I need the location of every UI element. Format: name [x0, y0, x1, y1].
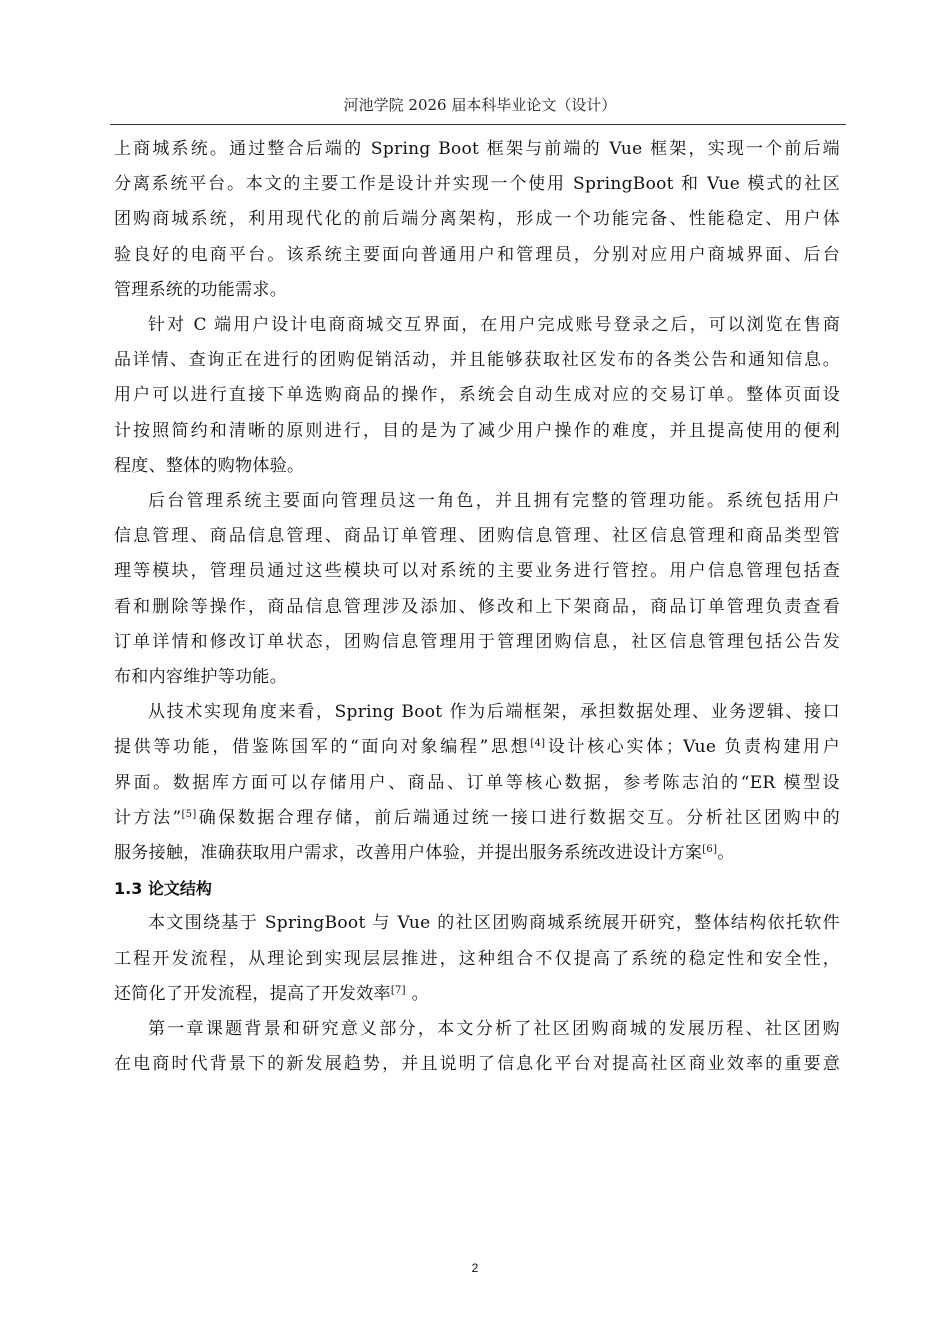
- text-span: 计方法”: [114, 807, 182, 828]
- text-line: 信息管理、商品信息管理、商品订单管理、团购信息管理、社区信息管理和商品类型管: [114, 526, 840, 547]
- text-line: 上商城系统。通过整合后端的 Spring Boot 框架与前端的 Vue 框架，实现一个前后端: [114, 139, 840, 159]
- header-divider: [110, 124, 846, 125]
- text-line: 分离系统平台。本文的主要工作是设计并实现一个使用 SpringBoot 和 Vue 模式的社区: [114, 174, 840, 195]
- text-line: [114, 730, 840, 765]
- page-number: 2: [471, 1261, 479, 1275]
- text-line: 计按照简约和清晰的原则进行，目的是为了减少用户操作的难度，并且提高使用的便利: [114, 420, 840, 441]
- text-span: 。: [405, 983, 429, 1004]
- text-line: 布和内容维护等功能。: [114, 667, 287, 688]
- text-line: 订单详情和修改订单状态，团购信息管理用于管理团购信息，社区信息管理包括公告发: [114, 631, 840, 652]
- text-line: 本文围绕基于 SpringBoot 与 Vue 的社区团购商城系统展开研究，整体结构依托软件: [148, 913, 840, 934]
- text-line: [114, 801, 840, 836]
- text-span: 提供等功能，借鉴陈国军的“面向对象编程”思想: [114, 737, 531, 758]
- citation-ref: [6]: [702, 844, 718, 856]
- text-line: 团购商城系统，利用现代化的前后端分离架构，形成一个功能完备、性能稳定、用户体: [114, 209, 840, 230]
- text-span: 还简化了开发流程，提高了开发效率: [114, 983, 391, 1004]
- text-line: 管理系统的功能需求。: [114, 279, 287, 300]
- text-line: 后台管理系统主要面向管理员这一角色，并且拥有完整的管理功能。系统包括用户: [148, 491, 840, 512]
- text-line: 理等模块，管理员通过这些模块可以对系统的主要业务进行管控。用户信息管理包括查: [114, 561, 840, 582]
- text-line: 界面。数据库方面可以存储用户、商品、订单等核心数据，参考陈志泊的“ER 模型设: [114, 772, 840, 793]
- text-line: 品详情、查询正在进行的团购促销活动，并且能够获取社区发布的各类公告和通知信息。: [114, 350, 840, 371]
- citation-ref: [5]: [181, 808, 197, 820]
- document-body: [114, 132, 840, 1082]
- section-heading: 1.3 论文结构: [114, 879, 212, 899]
- text-line: 第一章课题背景和研究意义部分，本文分析了社区团购商城的发展历程、社区团购: [148, 1019, 840, 1040]
- text-span: 服务接触，准确获取用户需求，改善用户体验，并提出服务系统改进设计方案: [114, 843, 703, 864]
- text-span: 。: [717, 843, 735, 864]
- text-span: 设计核心实体；Vue 负责构建用户: [545, 737, 841, 758]
- text-line: [114, 977, 840, 1012]
- text-line: 针对 C 端用户设计电商商城交互界面，在用户完成账号登录之后，可以浏览在售商: [148, 315, 840, 336]
- text-line: 验良好的电商平台。该系统主要面向普通用户和管理员，分别对应用户商城界面、后台: [114, 244, 840, 265]
- text-line: 看和删除等操作，商品信息管理涉及添加、修改和上下架商品，商品订单管理负责查看: [114, 596, 840, 617]
- citation-ref: [7]: [390, 984, 406, 996]
- text-line: 用户可以进行直接下单选购商品的操作，系统会自动生成对应的交易订单。整体页面设: [114, 385, 840, 406]
- citation-ref: [4]: [530, 738, 546, 750]
- text-span: 确保数据合理存储，前后端通过统一接口进行数据交互。分析社区团购中的: [196, 807, 840, 828]
- page-header: 河池学院 2026 届本科毕业论文（设计）: [343, 96, 617, 114]
- text-line: 工程开发流程，从理论到实现层层推进，这种组合不仅提高了系统的稳定性和安全性，: [114, 948, 840, 969]
- text-line: 在电商时代背景下的新发展趋势，并且说明了信息化平台对提高社区商业效率的重要意: [114, 1054, 840, 1075]
- text-line: [114, 836, 840, 871]
- text-line: 程度、整体的购物体验。: [114, 455, 305, 476]
- text-line: 从技术实现角度来看，Spring Boot 作为后端框架，承担数据处理、业务逻辑、接口: [148, 702, 840, 723]
